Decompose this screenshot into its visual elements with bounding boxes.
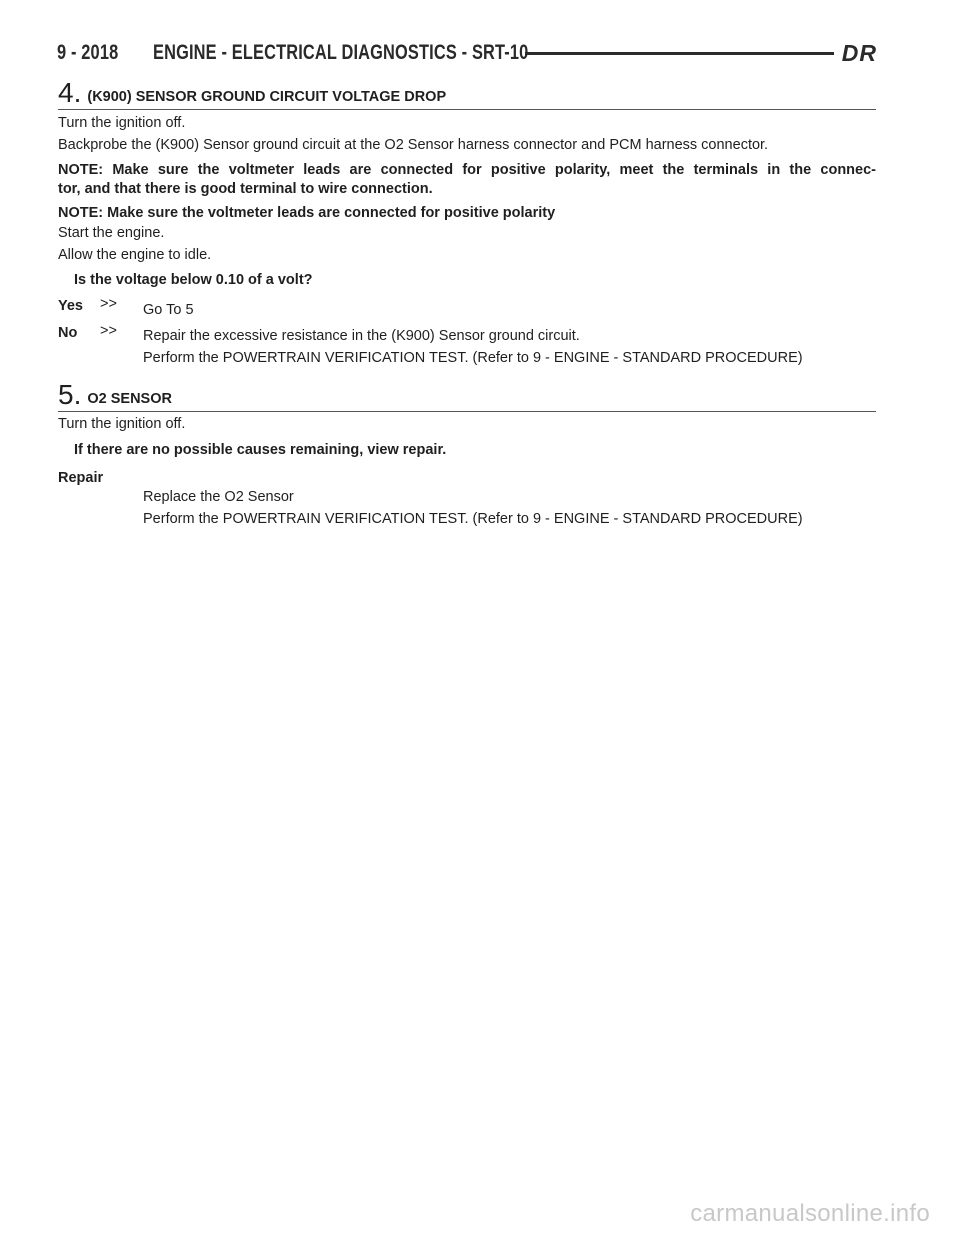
no-action-text-2: Perform the POWERTRAIN VERIFICATION TEST. (Refer to 9 - ENGINE - STANDARD PROCEDURE)	[143, 350, 803, 366]
step-4-number: 4.	[58, 77, 82, 108]
step-4-question: Is the voltage below 0.10 of a volt?	[74, 272, 313, 288]
yes-action-link[interactable]: Go To 5	[143, 302, 194, 318]
step-4-title: (K900) SENSOR GROUND CIRCUIT VOLTAGE DROP	[87, 89, 447, 105]
page-header	[57, 38, 877, 68]
step-4-note-1a: NOTE: Make sure the voltmeter leads are connected for positive polarity, meet the terminals in the connec-	[58, 162, 876, 178]
step-4-note-1b: tor, and that there is good terminal to wire connection.	[58, 181, 433, 197]
header-model-code: DR	[841, 39, 877, 66]
watermark: carmanualsonline.info	[690, 1200, 930, 1227]
yes-label: Yes	[58, 298, 83, 314]
no-arrow: >>	[100, 323, 117, 339]
header-rule	[525, 52, 834, 55]
no-label: No	[58, 325, 78, 341]
step-4-instruction-4: Allow the engine to idle.	[58, 247, 212, 263]
step-4-note-2: NOTE: Make sure the voltmeter leads are connected for positive polarity	[58, 205, 556, 221]
header-page-number: 9 - 2018	[57, 41, 119, 64]
step-4-instruction-2: Backprobe the (K900) Sensor ground circuit at the O2 Sensor harness connector and PCM harness connector.	[58, 137, 769, 153]
repair-text-1: Replace the O2 Sensor	[143, 489, 294, 505]
step-4-instruction-3: Start the engine.	[58, 225, 165, 241]
step-5-number: 5.	[58, 379, 82, 410]
step-4-instruction-1: Turn the ignition off.	[58, 115, 186, 131]
step-5-instruction-1: Turn the ignition off.	[58, 416, 186, 432]
no-action-text-1: Repair the excessive resistance in the (K900) Sensor ground circuit.	[143, 328, 580, 344]
header-section-title: ENGINE - ELECTRICAL DIAGNOSTICS - SRT-10	[153, 41, 529, 64]
repair-label: Repair	[58, 470, 104, 486]
step-5-heading	[58, 379, 876, 412]
step-5-question: If there are no possible causes remaining, view repair.	[74, 442, 447, 458]
step-5-title: O2 SENSOR	[87, 391, 172, 407]
repair-text-2: Perform the POWERTRAIN VERIFICATION TEST. (Refer to 9 - ENGINE - STANDARD PROCEDURE)	[143, 511, 803, 527]
yes-arrow: >>	[100, 296, 117, 312]
step-4-heading	[58, 77, 876, 110]
